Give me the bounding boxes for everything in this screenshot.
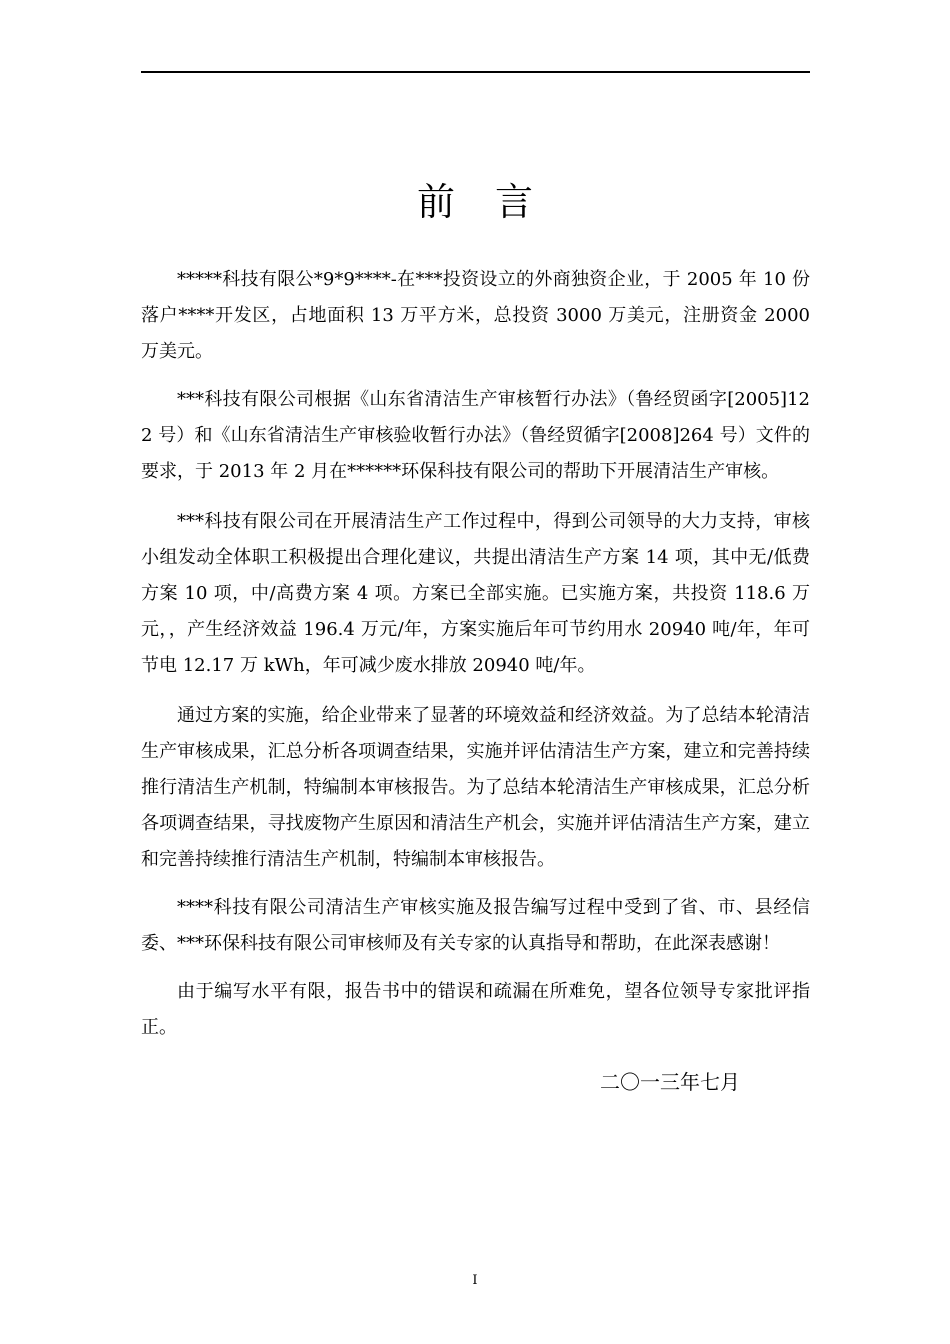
paragraph-acknowledgement: ****科技有限公司清洁生产审核实施及报告编写过程中受到了省、市、县经信委、***环保科技有限公司审核师及有关专家的认真指导和帮助，在此深表感谢！ bbox=[141, 897, 810, 954]
page-title: 前言 bbox=[416, 180, 573, 224]
signature-date: 二〇一三年七月 bbox=[600, 1070, 740, 1094]
paragraph-report-purpose: 通过方案的实施，给企业带来了显著的环境效益和经济效益。为了总结本轮清洁生产审核成果，汇总分析各项调查结果，实施并评估清洁生产方案，建立和完善持续推行清洁生产机制，特编制本审核报告。为了总结本轮清洁生产审核成果，汇总分析各项调查结果，寻找废物产生原因和清洁生产机会，实施并评估清洁生产方案，建立和完善持续推行清洁生产机制，特编制本审核报告。 bbox=[141, 705, 810, 870]
paragraph-company-intro: *****科技有限公*9*9****-在***投资设立的外商独资企业，于 2005 年 10 份落户****开发区，占地面积 13 万平方米，总投资 3000 万美元，注册资金 2000 万美元。 bbox=[141, 269, 810, 362]
document-body bbox=[141, 262, 810, 1060]
paragraph-audit-results: ***科技有限公司在开展清洁生产工作过程中，得到公司领导的大力支持，审核小组发动全体职工积极提出合理化建议，共提出清洁生产方案 14 项，其中无/低费方案 10 项，中/高费方案 4 项。方案已全部实施。已实施方案，共投资 118.6 万元，，产生经济效益 196.4 万元/年，方案实施后年可节约用水 20940 吨/年，年可节电 12.17 万 kWh，年可减少废水排放 20940 吨/年。 bbox=[141, 511, 810, 676]
paragraph-audit-basis: ***科技有限公司根据《山东省清洁生产审核暂行办法》（鲁经贸函字[2005]122 号）和《山东省清洁生产审核验收暂行办法》（鲁经贸循字[2008]264 号）文件的要求，于 2013 年 2 月在******环保科技有限公司的帮助下开展清洁生产审核。 bbox=[141, 389, 810, 482]
header-rule bbox=[141, 71, 810, 73]
paragraph-disclaimer: 由于编写水平有限，报告书中的错误和疏漏在所难免，望各位领导专家批评指正。 bbox=[141, 981, 810, 1038]
page-number: I bbox=[472, 1273, 478, 1288]
